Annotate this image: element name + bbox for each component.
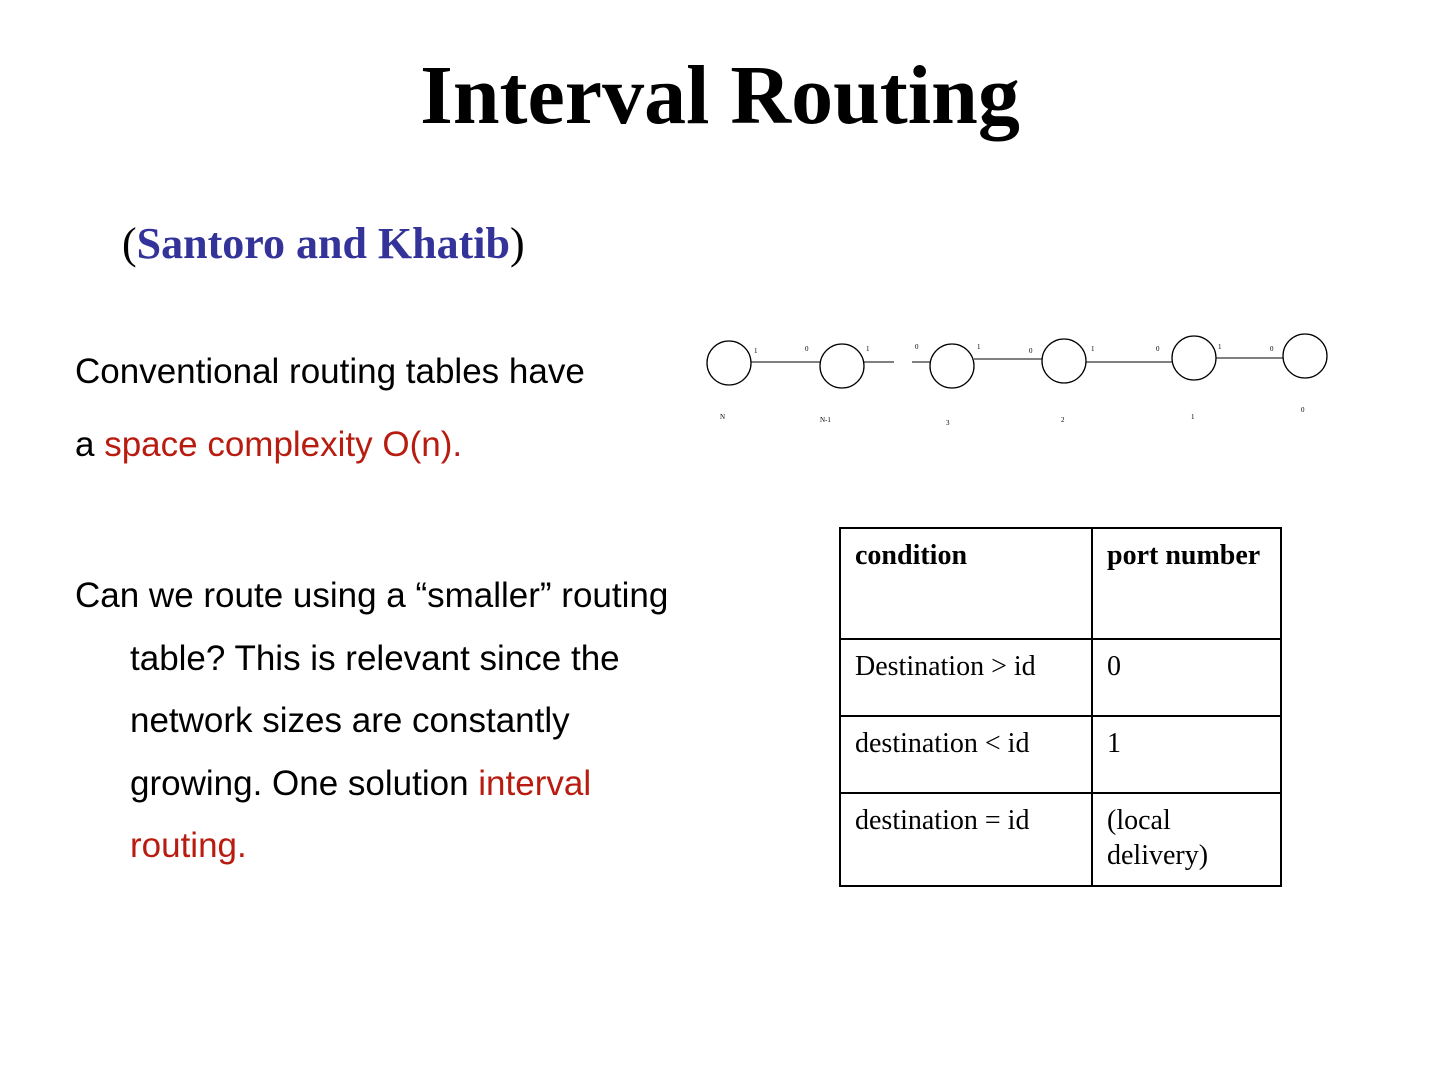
paragraph2-line2: table? This is relevant since the [130,638,620,678]
subtitle-close-paren: ) [509,219,525,268]
space-complexity-highlight: space complexity O(n). [104,425,463,464]
table-row [840,793,1281,886]
node-0 [1283,334,1327,378]
slide-title: Interval Routing [420,49,1020,142]
node-3 [930,344,974,388]
paragraph2-line1: Can we route using a “smaller” routing [75,576,669,615]
table-header-row [840,528,1281,639]
node-label-n: N [720,413,726,421]
paragraph2-line4 [75,753,795,816]
port-label: 1 [977,343,981,351]
header-port-number: port number [1092,528,1281,639]
port-label: 0 [1270,345,1274,353]
node-label-1: 1 [1191,413,1195,421]
node-label-3: 3 [946,419,950,427]
node-label-0: 0 [1301,406,1305,414]
table-row [840,716,1281,793]
table-row [840,639,1281,716]
table-cell: 0 [1092,639,1281,716]
port-label: 1 [1218,343,1222,351]
paragraph2-line4-prefix: growing. One solution [130,763,479,803]
port-label: 0 [805,345,809,353]
routing-highlight: routing. [130,826,247,865]
port-label: 0 [915,343,919,351]
node-label-2: 2 [1061,416,1065,424]
ring-network-diagram [690,320,1350,440]
paragraph2-line3: network sizes are constantly [130,701,570,740]
subtitle-open-paren: ( [122,219,137,268]
paragraph1-line1: Conventional routing tables have [75,352,585,391]
subtitle-author-names: Santoro and Khatib [136,219,510,268]
node-n-minus-1 [820,344,864,388]
table-cell: Destination > id [840,639,1092,716]
port-label: 0 [1156,345,1160,353]
port-label: 1 [754,347,758,355]
table-cell: 1 [1092,716,1281,793]
node-2 [1042,339,1086,383]
node-1 [1172,336,1216,380]
paragraph1-line2 [75,421,462,469]
interval-highlight: interval [478,763,592,803]
table-cell: destination < id [840,716,1092,793]
table-cell: destination = id [840,793,1092,886]
port-label: 1 [866,345,870,353]
table-cell: (local delivery) [1092,793,1281,886]
paragraph1-line2-prefix: a [75,425,105,464]
subtitle-authors [122,218,525,270]
node-label-n-minus-1: N-1 [820,416,831,424]
paragraph2 [75,565,795,878]
port-label: 1 [1091,345,1095,353]
port-label: 0 [1029,347,1033,355]
header-condition: condition [840,528,1092,639]
routing-condition-table [839,527,1282,887]
node-n [707,341,751,385]
